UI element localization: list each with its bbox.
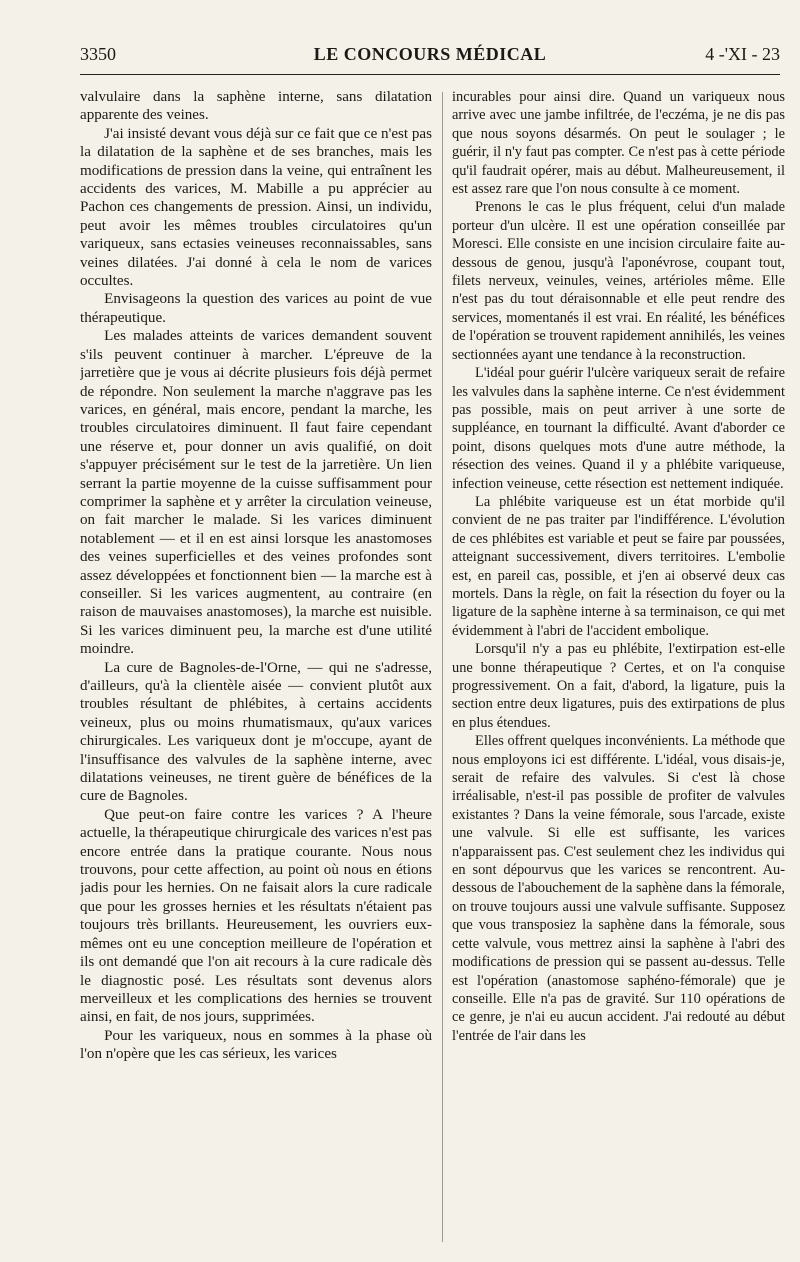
paragraph: Envisageons la question des varices au point de vue thérapeutique. — [80, 291, 432, 326]
paragraph: Elles offrent quelques inconvénients. La méthode que nous employons ici est différente. L'idéal, vous disais-je, serait de refaire des valvules. Si c'est là chose irréalisable, n'est-il pas possible de profiter de valvules existantes ? Dans la veine fémorale, sous l'arcade, existe une valvule. Si elle est suffisante, les varices n'apparaissent pas. C'est seulement chez les individus qui en sont dépourvus que les varices se rencontrent. Au-dessous de l'abouchement de la saphène dans la fémorale, on trouve toujours aussi une valvule suffisante. Supposez que vous transposiez la saphène dans la fémorale, sous cette valvule, vous mettrez ainsi la saphène à l'abri des modifications de pression qui se passent au-dessus. Telle est l'opération (anastomose saphéno-fémorale) que je conseille. Elle n'a pas de gravité. Sur 110 opérations de ce genre, je n'ai eu aucun accident. J'ai redouté au début l'entrée de l'air dans les — [452, 733, 785, 1044]
issue-date: 4 -'XI - 23 — [705, 44, 780, 64]
paragraph: Prenons le cas le plus fréquent, celui d'un malade porteur d'un ulcère. Il est une opération conseillée par Moresci. Elle consiste en une incision circulaire faite au-dessous de genou, jusqu'à l'aponévrose, coupant tout, filets nerveux, veinules, veines, artérioles même. Elle n'est pas du tout déraisonnable et elle peut rendre des services, momentanés il est vrai. En réalité, les bénéfices de l'opération se trouvent rapidement annihilés, les veines sectionnées ayant une tendance à la reconstruction. — [452, 199, 785, 363]
header-rule — [80, 74, 780, 75]
paragraph: valvulaire dans la saphène interne, sans dilatation apparente des veines. — [80, 89, 432, 124]
journal-title: LE CONCOURS MÉDICAL — [313, 44, 547, 64]
paragraph: Les malades atteints de varices demandent souvent s'ils peuvent continuer à marcher. L'épreuve de la jarretière que je vous ai décrite plusieurs fois déjà permet de répondre. Non seulement la marche n'aggrave pas les varices, en général, mais encore, pendant la marche, les troubles circulatoires diminuent. Il faut faire cependant une réserve et, pour donner un avis qualifié, on doit s'appuyer précisément sur le test de la jarretière. Un lien serrant la partie moyenne de la cuisse suffisamment pour comprimer la saphène et y arrêter la circulation veineuse, on fait marcher le malade. Si les varices diminuent notablement — et il en est ainsi lorsque les anastomoses des veines superficielles et des veines profondes sont assez développées et fonctionnent bien — la marche est à conseiller. Si les varices augmentent, au contraire (en raison de mauvaises anastomoses), la marche est nuisible. Si les varices diminuent peu, la marche est d'une utilité moindre. — [80, 328, 432, 658]
page-number: 3350 — [80, 44, 116, 64]
paragraph: La cure de Bagnoles-de-l'Orne, — qui ne s'adresse, d'ailleurs, qu'à la clientèle aisée — convient plutôt aux troubles résultant de phlébites, à certains accidents veineux, plus ou moins rhumatismaux, qu'aux varices chirurgicales. Les variqueux dont je m'occupe, ayant de l'insuffisance des valvules de la saphène interne, avec dilatations veineuses, ne tirent guère de bénéfices de la cure de Bagnoles. — [80, 659, 432, 805]
right-column — [452, 88, 785, 1248]
column-divider — [442, 92, 443, 1242]
paragraph: La phlébite variqueuse est un état morbide qu'il convient de ne pas traiter par l'indifférence. L'évolution de ces phlébites est variable et peut se faire par poussées, atteignant successivement, divers territoires. L'embolie est, en pareil cas, possible, et j'en ai observé deux cas mortels. Dans la règle, on fait la résection du foyer ou la ligature de la saphène interne à sa terminaison, ce qui met évidemment à l'abri de l'accident embolique. — [452, 493, 785, 639]
paragraph: Que peut-on faire contre les varices ? A l'heure actuelle, la thérapeutique chirurgicale des varices n'est pas encore entrée dans la pratique courante. Nous nous trouvons, pour cette affection, au point où nous en étions jadis pour les hernies. On ne faisait alors la cure radicale que pour les grosses hernies et les résultats n'étaient pas toujours très brillants. Heureusement, les ouvriers eux-mêmes ont eu une conception meilleure de l'opération et ils ont demandé que l'on ait recours à la cure radicale dès le diagnostic posé. Les résultats sont devenus alors merveilleux et les complications des hernies se trouvent ainsi, en fait, de nos jours, supprimées. — [80, 806, 432, 1026]
left-column — [80, 88, 432, 1248]
paragraph: J'ai insisté devant vous déjà sur ce fait que ce n'est pas la dilatation de la saphène et de ses branches, mais les modifications de pression dans la veine, qui entraînent les accidents des varices, M. Mabille a pu apprécier au Pachon ces changements de pression. Ainsi, un individu, peut avoir les mêmes troubles circulatoires qu'un variqueux, sans ectasies veineuses reconnaissables, sans veines dilatées. J'ai donné à cela le nom de varices occultes. — [80, 125, 432, 290]
paragraph: Pour les variqueux, nous en sommes à la phase où l'on n'opère que les cas sérieux, les varices — [80, 1027, 432, 1063]
paragraph: Lorsqu'il n'y a pas eu phlébite, l'extirpation est-elle une bonne thérapeutique ? Certes, et on l'a conquise progressivement. On a fait, d'abord, la ligature, puis la section entre deux ligatures, puis des extirpations de plus en plus étendues. — [452, 641, 785, 731]
page-header — [80, 44, 780, 70]
paragraph: L'idéal pour guérir l'ulcère variqueux serait de refaire les valvules dans la saphène interne. Ce n'est évidemment pas possible, mais on peut arriver à une sorte de suppléance, en tournant la difficulté. Avant d'aborder ce point, disons quelques mots d'une autre méthode, la résection des veines. Quand il y a phlébite variqueuse, infection veineuse, cette résection est nettement indiquée. — [452, 365, 785, 492]
paragraph: incurables pour ainsi dire. Quand un variqueux nous arrive avec une jambe infiltrée, de l'eczéma, je ne dis pas que nous soyons désarmés. On peut le soulager ; le guérir, il n'y faut pas compter. Ce n'est pas à cette période qu'il faudrait opérer, mais au début. Malheureusement, il est assez rare que l'on nous consulte à ce moment. — [452, 89, 785, 198]
